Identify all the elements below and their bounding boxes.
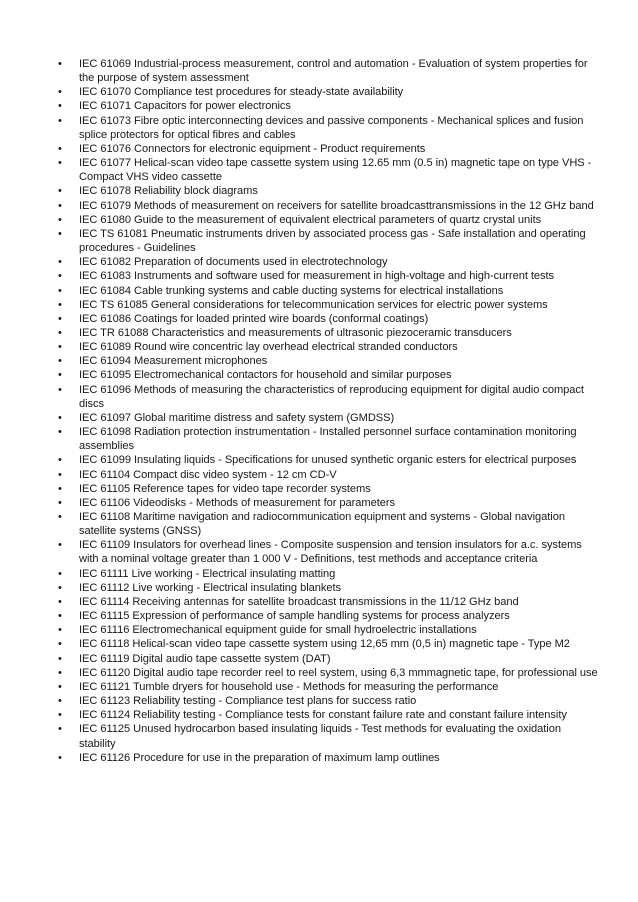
bullet-icon: • xyxy=(58,185,62,198)
list-item-text: IEC 61115 Expression of performance of sample handling systems for process analyzers xyxy=(79,610,510,623)
list-item xyxy=(58,199,598,213)
list-item-text: IEC 61077 Helical-scan video tape cassette system using 12.65 mm (0.5 in) magnetic tape on type VHS - Compact VHS video cassette xyxy=(79,157,592,184)
bullet-icon: • xyxy=(58,695,62,708)
bullet-icon: • xyxy=(58,284,62,297)
list-item xyxy=(58,496,598,510)
bullet-icon: • xyxy=(58,142,62,155)
list-item xyxy=(58,411,598,425)
list-item xyxy=(58,354,598,368)
list-item xyxy=(58,666,598,680)
list-item xyxy=(58,340,598,354)
list-item-text: IEC 61126 Procedure for use in the preparation of maximum lamp outlines xyxy=(79,751,440,764)
standards-list xyxy=(58,57,598,765)
list-item-text: IEC 61070 Compliance test procedures for steady-state availability xyxy=(79,86,404,99)
list-item-text: IEC 61084 Cable trunking systems and cable ducting systems for electrical installations xyxy=(79,284,504,297)
list-item-text: IEC 61078 Reliability block diagrams xyxy=(79,185,258,198)
bullet-icon: • xyxy=(58,58,62,70)
list-item-text: IEC 61098 Radiation protection instrumentation - Installed personnel surface contamination monitoring assemblies xyxy=(79,426,577,453)
list-item xyxy=(58,156,598,184)
list-item-text: IEC 61121 Tumble dryers for household use - Methods for measuring the performance xyxy=(79,680,499,693)
bullet-icon: • xyxy=(58,298,62,311)
list-item-text: IEC 61089 Round wire concentric lay overhead electrical stranded conductors xyxy=(79,341,458,354)
bullet-icon: • xyxy=(58,666,62,679)
bullet-icon: • xyxy=(58,100,62,113)
list-item xyxy=(58,255,598,269)
bullet-icon: • xyxy=(58,468,62,481)
list-item-text: IEC 61123 Reliability testing - Compliance test plans for success ratio xyxy=(79,695,417,708)
list-item xyxy=(58,284,598,298)
list-item-text: IEC 61114 Receiving antennas for satellite broadcast transmissions in the 11/12 GHz band xyxy=(79,595,519,608)
list-item xyxy=(58,609,598,623)
list-item-text: IEC 61125 Unused hydrocarbon based insulating liquids - Test methods for evaluating the oxidation stability xyxy=(79,723,561,750)
bullet-icon: • xyxy=(58,723,62,736)
list-item xyxy=(58,312,598,326)
list-item xyxy=(58,298,598,312)
list-item xyxy=(58,85,598,99)
list-item-text: IEC 61071 Capacitors for power electronics xyxy=(79,100,291,113)
list-item-text: IEC 61094 Measurement microphones xyxy=(79,355,268,368)
list-item-text: IEC 61118 Helical-scan video tape cassette system using 12,65 mm (0,5 in) magnetic tape - Type M2 xyxy=(79,638,570,651)
bullet-icon: • xyxy=(58,213,62,226)
list-item-text: IEC TS 61081 Pneumatic instruments driven by associated process gas - Safe installation and operating procedures - Guidelines xyxy=(79,227,586,255)
list-item-text: IEC 61120 Digital audio tape recorder reel to reel system, using 6,3 mmmagnetic tape, for professional use xyxy=(79,666,598,679)
list-item-text: IEC 61116 Electromechanical equipment guide for small hydroelectric installations xyxy=(79,624,477,637)
list-item-text: IEC 61105 Reference tapes for video tape recorder systems xyxy=(79,482,371,495)
bullet-icon: • xyxy=(58,511,62,523)
bullet-icon: • xyxy=(58,199,62,212)
bullet-icon: • xyxy=(58,610,62,623)
bullet-icon: • xyxy=(58,86,62,99)
list-item xyxy=(58,708,598,722)
list-item xyxy=(58,213,598,227)
list-item xyxy=(58,538,598,566)
bullet-icon: • xyxy=(58,567,62,580)
list-item-text: IEC 61080 Guide to the measurement of equivalent electrical parameters of quartz crystal units xyxy=(79,213,542,226)
list-item xyxy=(58,567,598,581)
list-item xyxy=(58,453,598,467)
bullet-icon: • xyxy=(58,709,62,722)
bullet-icon: • xyxy=(58,581,62,594)
list-item-text: IEC 61097 Global maritime distress and safety system (GMDSS) xyxy=(79,411,395,424)
list-item xyxy=(58,510,598,538)
bullet-icon: • xyxy=(58,312,62,325)
list-item xyxy=(58,227,598,255)
list-item xyxy=(58,468,598,482)
list-item-text: IEC 61095 Electromechanical contactors for household and similar purposes xyxy=(79,369,452,382)
list-item-text: IEC 61096 Methods of measuring the characteristics of reproducing equipment for digital audio compact discs xyxy=(79,383,584,410)
bullet-icon: • xyxy=(58,270,62,283)
list-item-text: IEC 61106 Videodisks - Methods of measurement for parameters xyxy=(79,496,395,509)
list-item xyxy=(58,368,598,382)
bullet-icon: • xyxy=(58,482,62,495)
bullet-icon: • xyxy=(58,426,62,439)
list-item-text: IEC 61076 Connectors for electronic equipment - Product requirements xyxy=(79,142,426,155)
bullet-icon: • xyxy=(58,595,62,608)
bullet-icon: • xyxy=(58,227,62,240)
bullet-icon: • xyxy=(58,114,62,127)
bullet-icon: • xyxy=(58,411,62,424)
list-item xyxy=(58,142,598,156)
list-item-text: IEC 61079 Methods of measurement on receivers for satellite broadcasttransmissions in the 12 GHz band xyxy=(79,199,594,212)
list-item xyxy=(58,326,598,340)
list-item-text: IEC 61083 Instruments and software used for measurement in high-voltage and high-current tests xyxy=(79,270,555,283)
list-item xyxy=(58,722,598,750)
list-item-text: IEC 61086 Coatings for loaded printed wire boards (conformal coatings) xyxy=(79,312,429,325)
bullet-icon: • xyxy=(58,751,62,764)
list-item xyxy=(58,482,598,496)
bullet-icon: • xyxy=(58,496,62,509)
bullet-icon: • xyxy=(58,383,62,396)
list-item xyxy=(58,623,598,637)
bullet-icon: • xyxy=(58,157,62,170)
bullet-icon: • xyxy=(58,454,62,467)
list-item-text: IEC 61111 Live working - Electrical insulating matting xyxy=(79,567,336,580)
list-item xyxy=(58,652,598,666)
list-item xyxy=(58,425,598,453)
bullet-icon: • xyxy=(58,652,62,665)
list-item xyxy=(58,383,598,411)
list-item-text: IEC 61124 Reliability testing - Compliance tests for constant failure rate and constant failure intensity xyxy=(79,709,567,722)
bullet-icon: • xyxy=(58,256,62,269)
list-item-text: IEC 61069 Industrial-process measurement, control and automation - Evaluation of system properties for the purpose of system assessment xyxy=(79,58,588,85)
bullet-icon: • xyxy=(58,638,62,651)
list-item xyxy=(58,595,598,609)
list-item-text: IEC 61112 Live working - Electrical insulating blankets xyxy=(79,581,341,594)
list-item-text: IEC TS 61085 General considerations for telecommunication services for electric power systems xyxy=(79,298,548,311)
list-item-text: IEC 61108 Maritime navigation and radiocommunication equipment and systems - Global navigation satellite systems (GNSS) xyxy=(79,511,565,538)
list-item-text: IEC 61119 Digital audio tape cassette system (DAT) xyxy=(79,652,331,665)
bullet-icon: • xyxy=(58,680,62,693)
list-item xyxy=(58,694,598,708)
bullet-icon: • xyxy=(58,355,62,368)
bullet-icon: • xyxy=(58,539,62,552)
list-item xyxy=(58,581,598,595)
list-item-text: IEC 61109 Insulators for overhead lines - Composite suspension and tension insulators for a.c. systems with a nominal voltage greater than 1 000 V - Definitions, test methods and acceptance criteria xyxy=(79,539,582,566)
list-item-text: IEC 61099 Insulating liquids - Specifications for unused synthetic organic esters for electrical purposes xyxy=(79,454,577,467)
list-item xyxy=(58,114,598,142)
list-item-text: IEC TR 61088 Characteristics and measurements of ultrasonic piezoceramic transducers xyxy=(79,326,512,339)
list-item-text: IEC 61104 Compact disc video system - 12 cm CD-V xyxy=(79,468,337,481)
list-item-text: IEC 61082 Preparation of documents used in electrotechnology xyxy=(79,256,388,269)
list-item-text: IEC 61073 Fibre optic interconnecting devices and passive components - Mechanical splices and fusion splice protectors for optical fibres and cables xyxy=(79,114,584,141)
list-item xyxy=(58,680,598,694)
list-item xyxy=(58,184,598,198)
list-item xyxy=(58,637,598,651)
bullet-icon: • xyxy=(58,341,62,354)
bullet-icon: • xyxy=(58,369,62,382)
list-item xyxy=(58,99,598,113)
bullet-icon: • xyxy=(58,326,62,339)
list-item xyxy=(58,57,598,85)
list-item xyxy=(58,751,598,765)
list-item xyxy=(58,269,598,283)
bullet-icon: • xyxy=(58,624,62,637)
